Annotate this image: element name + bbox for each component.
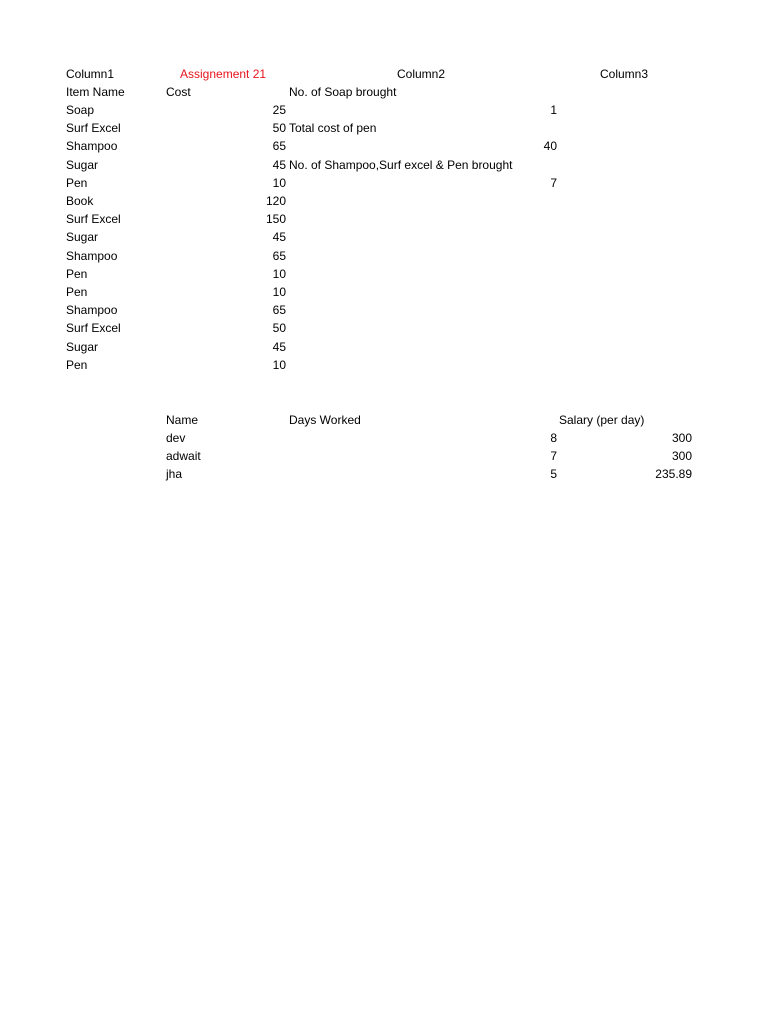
employee-name-cell: jha bbox=[166, 467, 183, 482]
item-name-cell: Shampoo bbox=[66, 139, 118, 154]
item-name-cell: Sugar bbox=[66, 339, 99, 354]
days-worked-cell: 8 bbox=[550, 431, 557, 445]
column3-header: Column3 bbox=[600, 67, 649, 81]
item-name-cell: Pen bbox=[66, 285, 88, 299]
soap-question-header: No. of Soap brought bbox=[289, 85, 397, 99]
table-row bbox=[0, 119, 768, 137]
table-row bbox=[0, 301, 768, 319]
salary-cell: 300 bbox=[671, 449, 692, 464]
item-name-header: Item Name bbox=[66, 85, 125, 99]
item-name-cell: Pen bbox=[66, 175, 88, 190]
table-row bbox=[0, 247, 768, 265]
item-cost-cell: 10 bbox=[272, 357, 286, 372]
table-row bbox=[0, 265, 768, 283]
item-name-cell: Surf Excel bbox=[66, 121, 121, 136]
assignment-title: Assignement 21 bbox=[180, 67, 267, 81]
table-row bbox=[0, 156, 768, 174]
table-row bbox=[0, 319, 768, 337]
table-row bbox=[0, 192, 768, 210]
table-row bbox=[0, 228, 768, 246]
salary-cell: 300 bbox=[671, 431, 692, 445]
table-row bbox=[0, 137, 768, 155]
item-cost-cell: 50 bbox=[272, 321, 286, 336]
days-worked-header: Days Worked bbox=[289, 413, 361, 427]
table-row bbox=[0, 447, 768, 465]
table-row bbox=[0, 465, 768, 483]
item-cost-cell: 10 bbox=[272, 266, 286, 281]
item-cost-cell: 50 bbox=[272, 121, 286, 136]
item-name-cell: Surf Excel bbox=[66, 212, 121, 227]
days-worked-cell: 7 bbox=[550, 449, 557, 464]
item-cost-cell: 45 bbox=[272, 157, 286, 172]
items-header-row bbox=[0, 83, 768, 101]
table-row bbox=[0, 210, 768, 228]
item-name-cell: Book bbox=[66, 194, 94, 208]
column2-header: Column2 bbox=[397, 67, 446, 81]
item-cost-cell: 10 bbox=[272, 285, 286, 299]
salary-cell: 235.89 bbox=[655, 467, 692, 482]
cost-header: Cost bbox=[166, 85, 191, 99]
item-cost-cell: 65 bbox=[272, 303, 286, 318]
item-name-cell: Surf Excel bbox=[66, 321, 121, 336]
item-value-cell: 7 bbox=[550, 175, 557, 190]
item-name-cell: Sugar bbox=[66, 157, 99, 172]
item-name-cell: Pen bbox=[66, 266, 88, 281]
days-worked-cell: 5 bbox=[550, 467, 557, 482]
table-row bbox=[0, 101, 768, 119]
name-header: Name bbox=[166, 413, 199, 427]
item-name-cell: Shampoo bbox=[66, 248, 118, 263]
column1-header: Column1 bbox=[66, 67, 115, 81]
item-cost-cell: 150 bbox=[265, 212, 286, 227]
item-cost-cell: 65 bbox=[272, 139, 286, 154]
item-name-cell: Sugar bbox=[66, 230, 99, 245]
item-cost-cell: 25 bbox=[272, 103, 286, 117]
item-name-cell: Soap bbox=[66, 103, 95, 117]
item-value-cell: 1 bbox=[550, 103, 557, 117]
salary-header: Salary (per day) bbox=[559, 413, 645, 427]
table-row bbox=[0, 356, 768, 374]
employee-name-cell: adwait bbox=[166, 449, 201, 464]
item-note-cell: Total cost of pen bbox=[289, 121, 377, 136]
item-name-cell: Pen bbox=[66, 357, 88, 372]
table-row bbox=[0, 283, 768, 301]
item-cost-cell: 45 bbox=[272, 230, 286, 245]
item-cost-cell: 10 bbox=[272, 175, 286, 190]
table-row bbox=[0, 174, 768, 192]
employee-name-cell: dev bbox=[166, 431, 186, 445]
item-cost-cell: 45 bbox=[272, 339, 286, 354]
item-cost-cell: 65 bbox=[272, 248, 286, 263]
item-note-cell: No. of Shampoo,Surf excel & Pen brought bbox=[289, 157, 513, 172]
table-row bbox=[0, 338, 768, 356]
item-name-cell: Shampoo bbox=[66, 303, 118, 318]
header-row bbox=[0, 65, 768, 83]
item-value-cell: 40 bbox=[543, 139, 557, 154]
salary-header-row bbox=[0, 411, 768, 429]
table-row bbox=[0, 429, 768, 447]
item-cost-cell: 120 bbox=[265, 194, 286, 208]
